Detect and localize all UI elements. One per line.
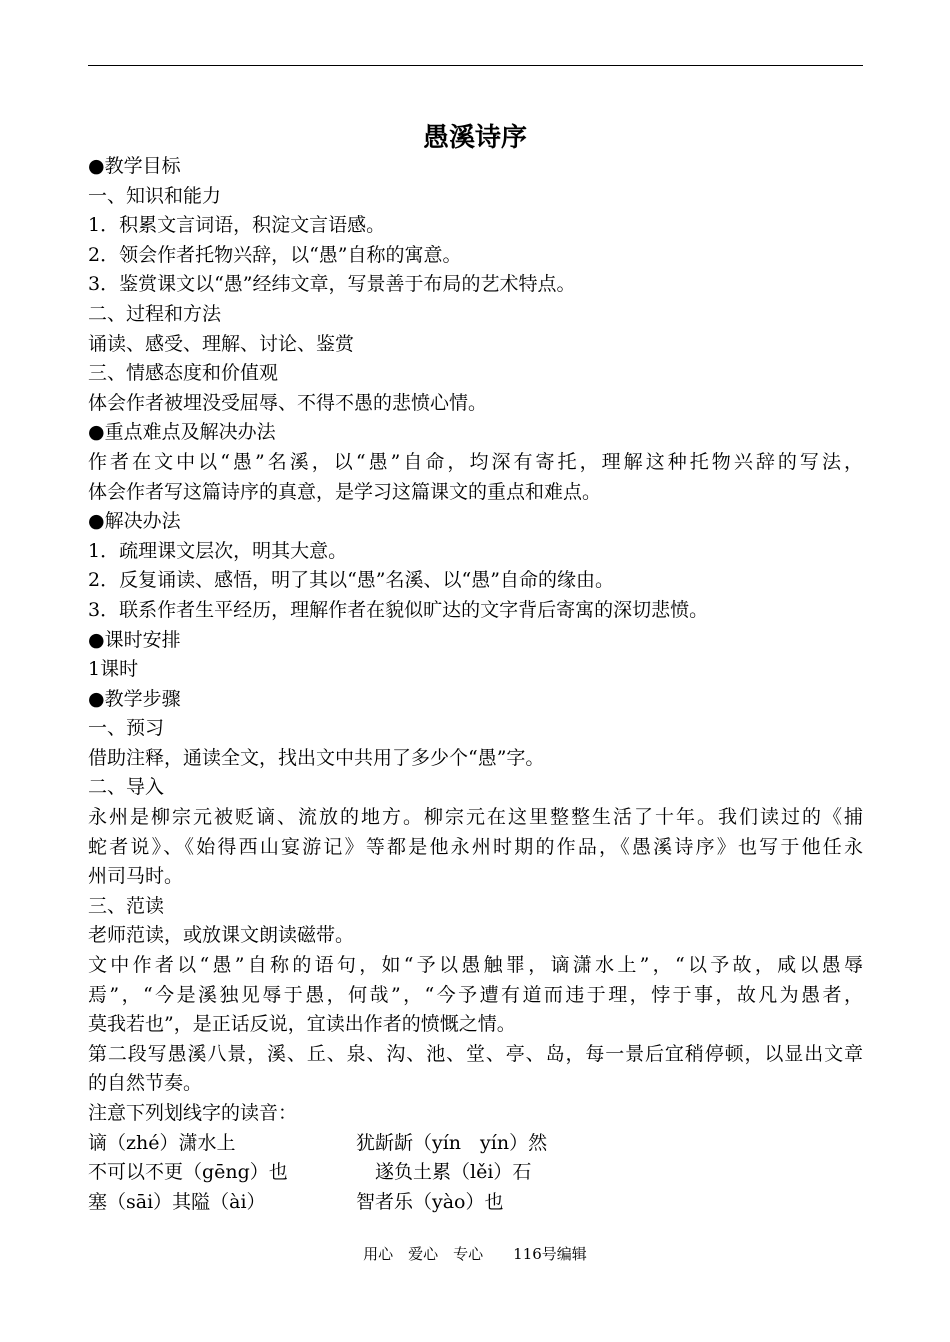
document-body bbox=[88, 152, 863, 1217]
pronunciation-item: 不可以不更（gēng）也 bbox=[88, 1161, 288, 1184]
list-item: 1．积累文言词语，积淀文言语感。 bbox=[88, 214, 386, 237]
section-heading: 三、范读 bbox=[88, 894, 165, 917]
section-heading: 二、导入 bbox=[88, 776, 165, 799]
paragraph-line: 体会作者被埋没受屈辱、不得不愚的悲愤心情。 bbox=[88, 391, 488, 414]
pronunciation-row bbox=[88, 1129, 863, 1159]
heading-teaching-goals: ●教学目标 bbox=[88, 155, 181, 177]
pronunciation-item: 谪（zhé）潇水上 bbox=[88, 1131, 236, 1154]
pronunciation-row bbox=[88, 1188, 863, 1218]
paragraph-line: 作者在文中以“愚”名溪，以“愚”自命，均深有寄托，理解这种托物兴辞的写法， bbox=[88, 450, 863, 473]
paragraph-line: 永州是柳宗元被贬谪、流放的地方。柳宗元在这里整整生活了十年。我们读过的《捕 bbox=[88, 806, 863, 829]
paragraph-line: 的自然节奏。 bbox=[88, 1072, 203, 1095]
section-heading: 一、知识和能力 bbox=[88, 184, 222, 207]
pronunciation-item: 智者乐（yào）也 bbox=[356, 1190, 504, 1213]
heading-key-points: ●重点难点及解决办法 bbox=[88, 421, 276, 444]
list-item: 3．鉴赏课文以“愚”经纬文章，写景善于布局的艺术特点。 bbox=[88, 273, 576, 296]
paragraph-line: 体会作者写这篇诗序的真意，是学习这篇课文的重点和难点。 bbox=[88, 480, 602, 503]
page-footer: 用心 爱心 专心 116号编辑 bbox=[363, 1245, 587, 1263]
paragraph-line: 借助注释，通读全文，找出文中共用了多少个“愚”字。 bbox=[88, 746, 545, 769]
pronunciation-item: 犹龂龂（yín yín）然 bbox=[356, 1131, 548, 1154]
heading-solutions: ●解决办法 bbox=[88, 510, 181, 533]
paragraph-line: 注意下列划线字的读音： bbox=[88, 1102, 298, 1124]
heading-schedule: ●课时安排 bbox=[88, 628, 181, 651]
pronunciation-item: 遂负土累（lěi）石 bbox=[356, 1161, 532, 1184]
paragraph-line: 焉”，“今是溪独见辱于愚，何哉”，“今予遭有道而违于理，悖于事，故凡为愚者， bbox=[88, 983, 863, 1006]
list-item: 3．联系作者生平经历，理解作者在貌似旷达的文字背后寄寓的深切悲愤。 bbox=[88, 598, 709, 621]
paragraph-line: 第二段写愚溪八景，溪、丘、泉、沟、池、堂、亭、岛，每一景后宜稍停顿，以显出文章 bbox=[88, 1042, 863, 1065]
paragraph-line: 老师范读，或放课文朗读磁带。 bbox=[88, 924, 355, 947]
section-heading: 二、过程和方法 bbox=[88, 302, 222, 325]
section-heading: 一、预习 bbox=[88, 717, 165, 740]
paragraph-line: 州司马时。 bbox=[88, 865, 184, 888]
section-heading: 三、情感态度和价值观 bbox=[88, 362, 279, 385]
header-rule bbox=[88, 65, 863, 66]
list-item: 2．领会作者托物兴辞，以“愚”自称的寓意。 bbox=[88, 243, 462, 266]
paragraph-line: 莫我若也”，是正话反说，宜读出作者的愤慨之情。 bbox=[88, 1013, 516, 1036]
pronunciation-row bbox=[88, 1158, 863, 1188]
paragraph-line: 诵读、感受、理解、讨论、鉴赏 bbox=[88, 332, 355, 355]
list-item: 2．反复诵读、感悟，明了其以“愚”名溪、以“愚”自命的缘由。 bbox=[88, 569, 614, 592]
heading-steps: ●教学步骤 bbox=[88, 687, 181, 710]
paragraph-line: 文中作者以“愚”自称的语句，如“予以愚触罪，谪潇水上”，“以予故，咸以愚辱 bbox=[88, 954, 863, 977]
pronunciation-item: 塞（sāi）其隘（ài） bbox=[88, 1190, 266, 1213]
list-item: 1．疏理课文层次，明其大意。 bbox=[88, 539, 348, 562]
document-title: 愚溪诗序 bbox=[422, 123, 527, 153]
paragraph-line: 蛇者说》、《始得西山宴游记》等都是他永州时期的作品，《愚溪诗序》也写于他任永 bbox=[88, 835, 863, 858]
paragraph-line: 1课时 bbox=[88, 658, 139, 681]
